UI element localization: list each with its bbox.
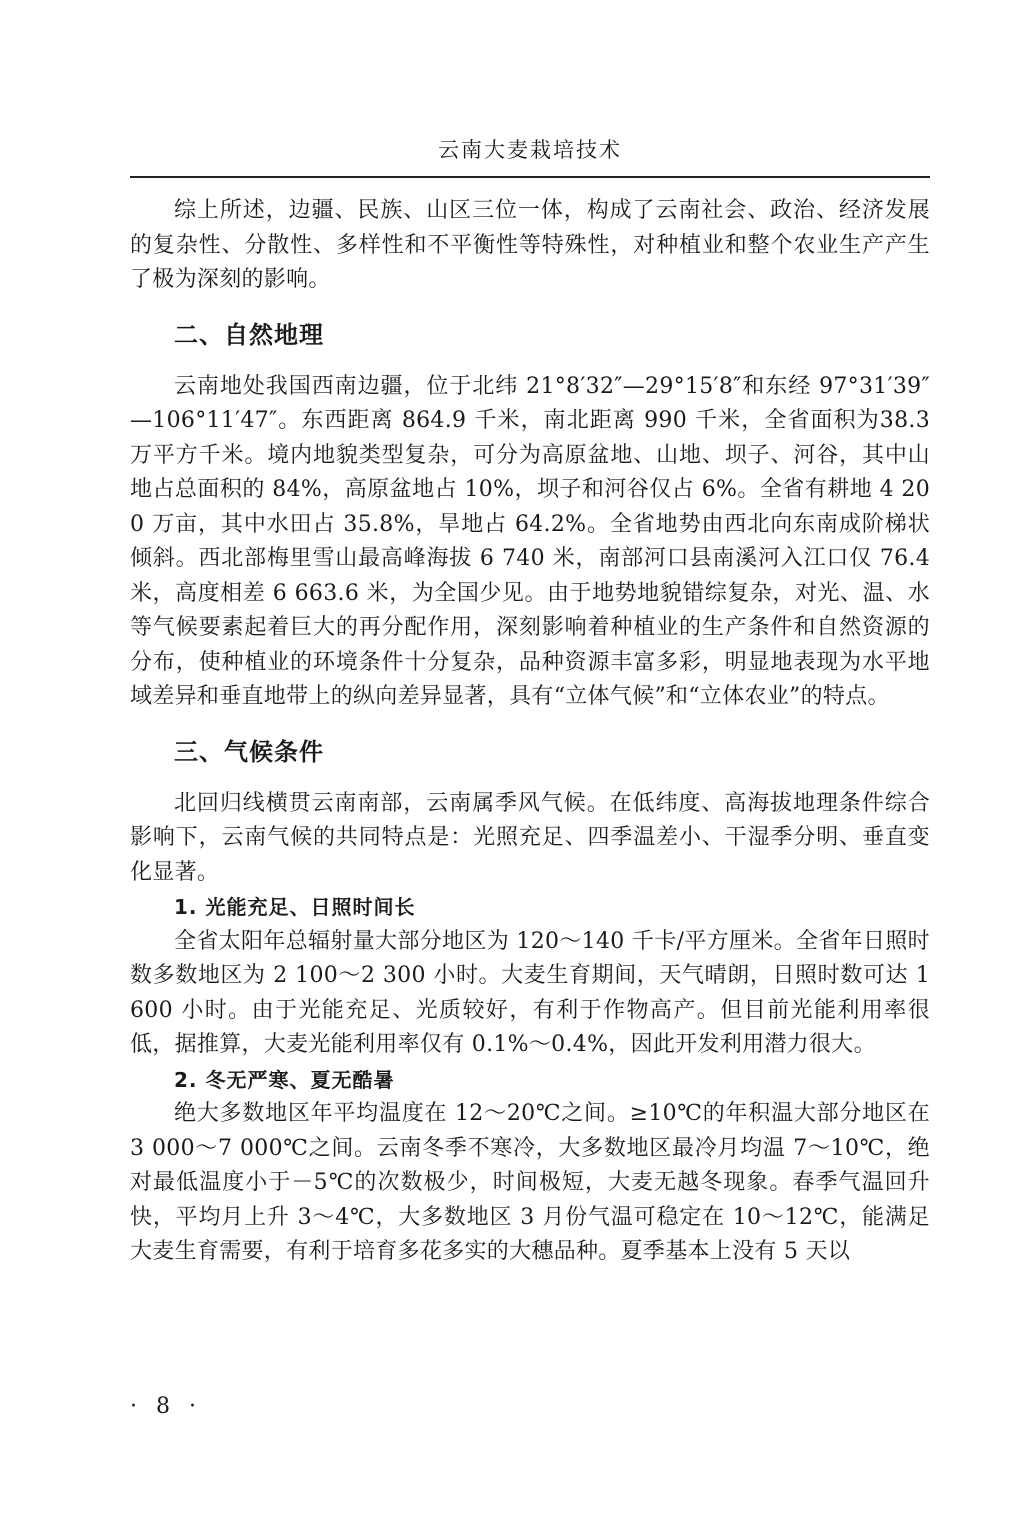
paragraph-climate: 北回归线横贯云南南部，云南属季风气候。在低纬度、高海拔地理条件综合影响下，云南气候的共同特点是：光照充足、四季温差小、干湿季分明、垂直变化显著。 — [130, 790, 930, 885]
page-body — [130, 194, 930, 1270]
paragraph-temperature: 绝大多数地区年平均温度在 12～20℃之间。≥10℃的年积温大部分地区在 3 000～7 000℃之间。云南冬季不寒冷，大多数地区最冷月均温 7～10℃，绝对最低温度小于－5℃的次数极少，时间极短，大麦无越冬现象。春季气温回升快，平均月上升 3～4℃，大多数地区 3 月份气温可稳定在 10～12℃，能满足大麦生育需要，有利于培育多花多实的大穗品种。夏季基本上没有 5 天以 — [130, 1101, 930, 1264]
section-heading-geography: 二、自然地理 — [174, 320, 324, 349]
running-header — [130, 128, 930, 178]
page-number: · 8 · — [130, 1394, 202, 1419]
section-heading-climate: 三、气候条件 — [174, 737, 324, 766]
paragraph-sunlight: 全省太阳年总辐射量大部分地区为 120～140 千卡/平方厘米。全省年日照时数多数地区为 2 100～2 300 小时。大麦生育期间，天气晴朗，日照时数可达 1 600 小时。由于光能充足、光质较好，有利于作物高产。但目前光能利用率很低，据推算，大麦光能利用率仅有 0.1%～0.4%，因此开发利用潜力很大。 — [130, 928, 930, 1057]
subheading-sunlight: 1. 光能充足、日照时间长 — [174, 895, 416, 919]
subheading-temperature: 2. 冬无严寒、夏无酷暑 — [174, 1067, 395, 1092]
paragraph-intro: 综上所述，边疆、民族、山区三位一体，构成了云南社会、政治、经济发展的复杂性、分散性、多样性和不平衡性等特殊性，对种植业和整个农业生产产生了极为深刻的影响。 — [130, 198, 930, 292]
running-title: 云南大麦栽培技术 — [438, 138, 622, 162]
paragraph-geography: 云南地处我国西南边疆，位于北纬 21°8′32″—29°15′8″和东经 97°31′39″—106°11′47″。东西距离 864.9 千米，南北距离 990 千米，全省面积为38.3 万平方千米。境内地貌类型复杂，可分为高原盆地、山地、坝子、河谷，其中山地占总面积的 84%，高原盆地占 10%，坝子和河谷仅占 6%。全省有耕地 4 200 万亩，其中水田占 35.8%，旱地占 64.2%。全省地势由西北向东南成阶梯状倾斜。西北部梅里雪山最高峰海拔 6 740 米，南部河口县南溪河入江口仅 76.4 米，高度相差 6 663.6 米，为全国少见。由于地势地貌错综复杂，对光、温、水等气候要素起着巨大的再分配作用，深刻影响着种植业的生产条件和自然资源的分布，使种植业的环境条件十分复杂，品种资源丰富多彩，明显地表现为水平地域差异和垂直地带上的纵向差异显著，具有“立体气候”和“立体农业”的特点。 — [130, 373, 930, 709]
